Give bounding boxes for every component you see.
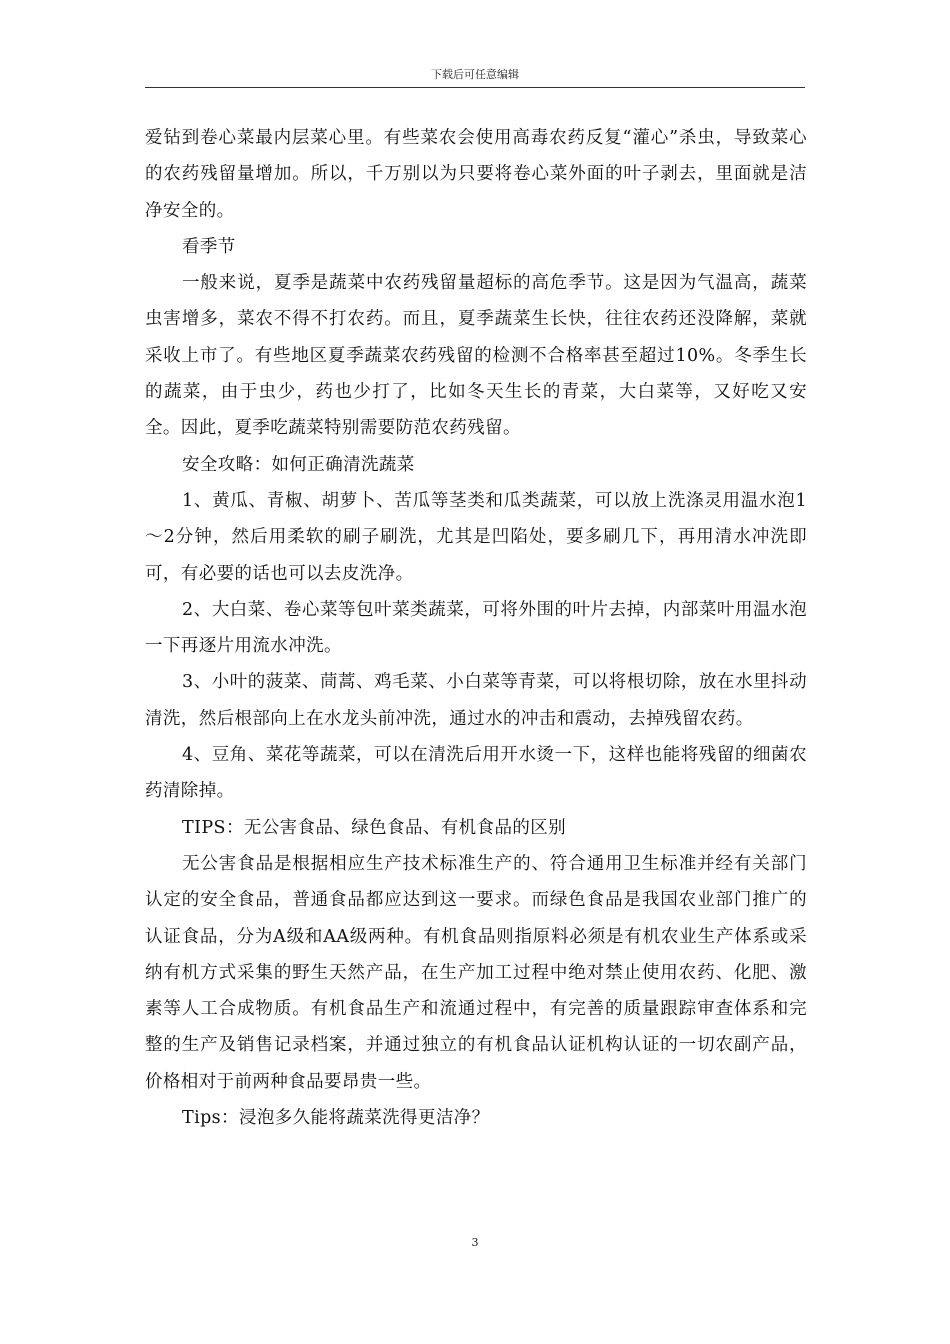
heading-tips-soaking: Tips：浸泡多久能将蔬菜洗得更洁净？ [182, 1108, 490, 1129]
paragraph-summer-risk: 一般来说，夏季是蔬菜中农药残留量超标的高危季节。这是因为气温高，蔬菜虫害增多，菜农不得不打农药。而且，夏季蔬菜生长快，往往农药还没降解，菜就采收上市了。有些地区夏季蔬菜农药残留的检测不合格率甚至超过10%。冬季生长的蔬菜，由于虫少，药也少打了，比如冬天生长的青菜，大白菜等，又好吃又安全。因此，夏季吃蔬菜特别需要防范农药残留。 [145, 273, 807, 439]
heading-washing-guide: 安全攻略：如何正确清洗蔬菜 [182, 454, 415, 475]
heading-season: 看季节 [182, 236, 236, 257]
list-item-washing-2: 2、大白菜、卷心菜等包叶菜类蔬菜，可将外围的叶片去掉，内部菜叶用温水泡一下再逐片用流水冲洗。 [145, 599, 807, 657]
page-number: 3 [471, 1236, 479, 1249]
heading-tips-food-types: TIPS：无公害食品、绿色食品、有机食品的区别 [182, 817, 567, 838]
list-item-washing-4: 4、豆角、菜花等蔬菜，可以在清洗后用开水烫一下，这样也能将残留的细菌农药清除掉。 [145, 745, 807, 802]
paragraph-cabbage-heart: 爱钻到卷心菜最内层菜心里。有些菜农会使用高毒农药反复“灌心”杀虫，导致菜心的农药残留量增加。所以，千万别以为只要将卷心菜外面的叶子剥去，里面就是洁净安全的。 [145, 128, 807, 221]
document-body [145, 120, 807, 1136]
list-item-washing-1: 1、黄瓜、青椒、胡萝卜、苦瓜等茎类和瓜类蔬菜，可以放上洗涤灵用温水泡1～2分钟，然后用柔软的刷子刷洗，尤其是凹陷处，要多刷几下，再用清水冲洗即可，有必要的话也可以去皮洗净。 [145, 490, 807, 584]
header-divider [145, 87, 805, 88]
list-item-washing-3: 3、小叶的菠菜、茼蒿、鸡毛菜、小白菜等青菜，可以将根切除，放在水里抖动清洗，然后根部向上在水龙头前冲洗，通过水的冲击和震动，去掉残留农药。 [145, 672, 807, 729]
page-header: 下载后可任意编辑 [431, 68, 519, 81]
paragraph-food-types: 无公害食品是根据相应生产技术标准生产的、符合通用卫生标准并经有关部门认定的安全食品，普通食品都应达到这一要求。而绿色食品是我国农业部门推广的认证食品，分为A级和AA级两种。有机食品则指原料必须是有机农业生产体系或采纳有机方式采集的野生天然产品，在生产加工过程中绝对禁止使用农药、化肥、激素等人工合成物质。有机食品生产和流通过程中，有完善的质量跟踪审查体系和完整的生产及销售记录档案，并通过独立的有机食品认证机构认证的一切农副产品，价格相对于前两种食品要昂贵一些。 [145, 853, 807, 1092]
